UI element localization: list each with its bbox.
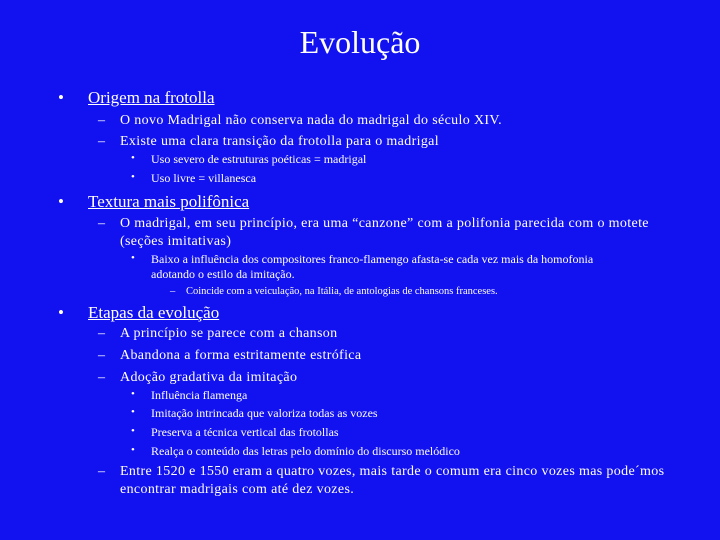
list-item-text: Adoção gradativa da imitação xyxy=(120,370,298,385)
list-item-text: Abandona a forma estritamente estrófica xyxy=(120,348,362,363)
section-heading: Textura mais polifônica xyxy=(88,192,250,211)
dash-icon: – xyxy=(98,216,106,231)
bullet-icon: • xyxy=(131,425,135,437)
dash-icon: – xyxy=(98,464,106,479)
list-item-text: Existe uma clara transição da frotolla para o madrigal xyxy=(120,134,439,149)
section-heading: Etapas da evolução xyxy=(88,303,220,322)
list-subitem-text: Uso livre = villanesca xyxy=(151,171,257,185)
dash-icon: – xyxy=(170,286,176,297)
list-subitem-text: Realça o conteúdo das letras pelo domínio do discurso melódico xyxy=(151,444,460,458)
bullet-icon: • xyxy=(58,88,64,107)
list-subsubitem-text: Coincide com a veiculação, na Itália, de antologias de chansons franceses. xyxy=(186,286,498,297)
dash-icon: – xyxy=(98,326,106,341)
bullet-icon: • xyxy=(131,406,135,418)
list-subitem-text: Imitação intrincada que valoriza todas as vozes xyxy=(151,406,378,420)
list-subitem-text: Uso severo de estruturas poéticas = madrigal xyxy=(151,152,367,166)
slide-title: Evolução xyxy=(299,24,421,60)
list-item-text: Entre 1520 e 1550 eram a quatro vozes, mais tarde o comum era cinco vozes mas pode´mos encontrar madrigais com até dez vozes. xyxy=(120,464,665,497)
list-item-text: A princípio se parece com a chanson xyxy=(120,326,338,341)
dash-icon: – xyxy=(98,113,106,128)
list-subitem-text: Preserva a técnica vertical das frotollas xyxy=(151,425,339,439)
list-item-text: O novo Madrigal não conserva nada do madrigal do século XIV. xyxy=(120,113,502,128)
bullet-icon: • xyxy=(58,192,64,211)
bullet-icon: • xyxy=(58,303,64,322)
list-subitem-text: Baixo a influência dos compositores franco-flamengo afasta-se cada vez mais da homofonia adotando o estilo da imitação. xyxy=(151,252,594,281)
dash-icon: – xyxy=(98,134,106,149)
bullet-icon: • xyxy=(131,252,135,264)
list-subitem-text: Influência flamenga xyxy=(151,388,248,402)
bullet-icon: • xyxy=(131,152,135,164)
bullet-icon: • xyxy=(131,444,135,456)
list-item-text: O madrigal, em seu princípio, era uma “canzone” com a polifonia parecida com o motete (seções imitativas) xyxy=(120,216,649,249)
dash-icon: – xyxy=(98,370,106,385)
section-heading: Origem na frotolla xyxy=(88,88,215,107)
bullet-icon: • xyxy=(131,171,135,183)
bullet-icon: • xyxy=(131,388,135,400)
dash-icon: – xyxy=(98,348,106,363)
